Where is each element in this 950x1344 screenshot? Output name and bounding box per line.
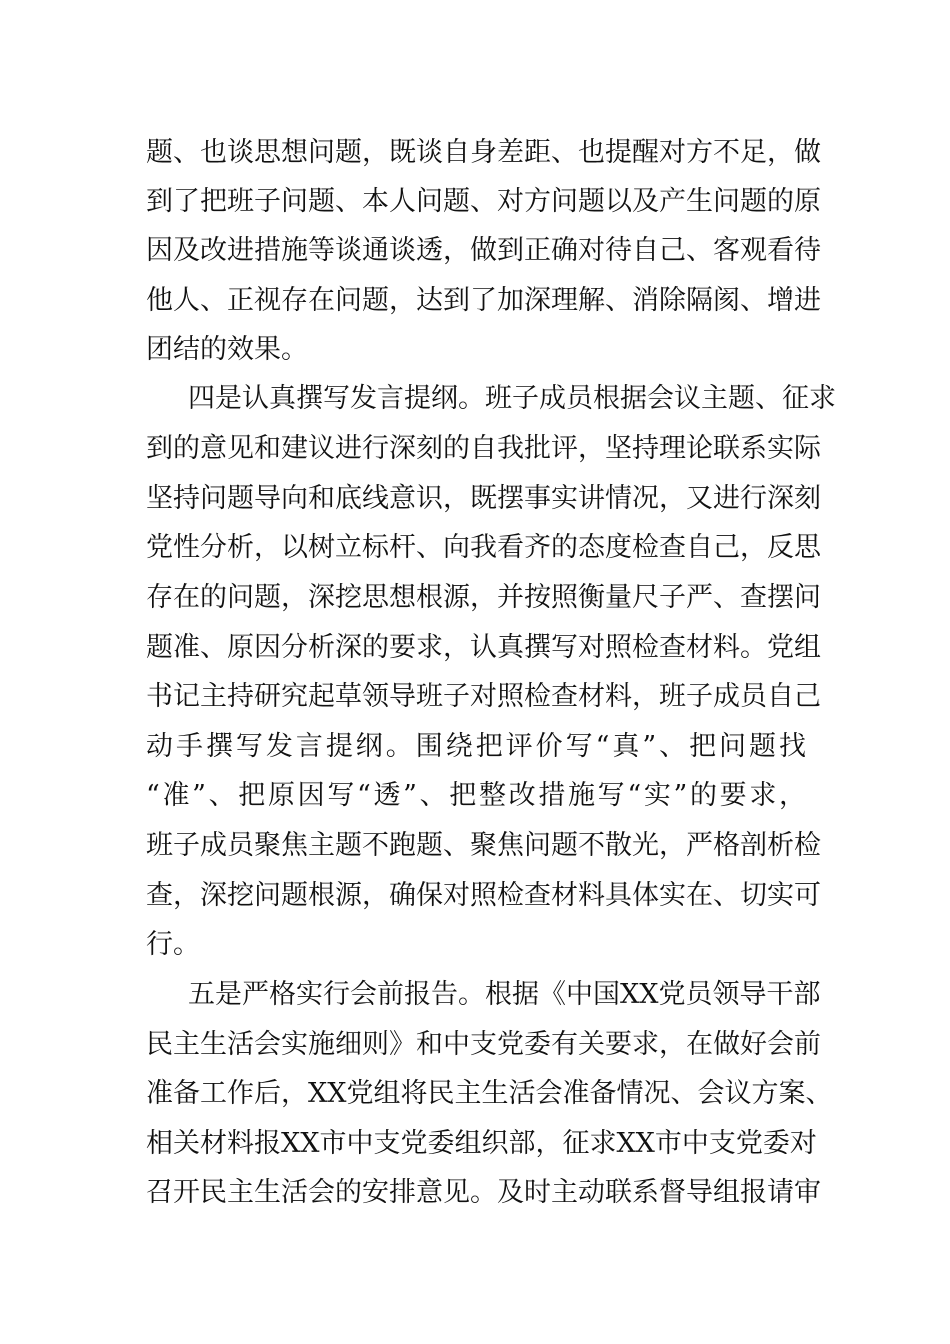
text-line: 因及改进措施等谈通谈透，做到正确对待自己、客观看待 [146, 235, 821, 266]
text-line: 相关材料报XX市中支党委组织部，征求XX市中支党委对 [146, 1128, 817, 1159]
text-line: 题准、原因分析深的要求，认真撰写对照检查材料。党组 [146, 632, 821, 663]
text-line: 题、也谈思想问题，既谈自身差距、也提醒对方不足，做 [146, 137, 821, 168]
text-line: 召开民主生活会的安排意见。及时主动联系督导组报请审 [146, 1177, 821, 1208]
text-line: 他人、正视存在问题，达到了加深理解、消除隔阂、增进 [146, 285, 821, 316]
text-line: 民主生活会实施细则》和中支党委有关要求，在做好会前 [146, 1029, 821, 1060]
text-line: 到的意见和建议进行深刻的自我批评，坚持理论联系实际 [146, 433, 821, 464]
text-line: 到了把班子问题、本人问题、对方问题以及产生问题的原 [146, 186, 821, 217]
text-line: 行。 [146, 929, 200, 960]
text-line: 准备工作后，XX党组将民主生活会准备情况、会议方案、 [146, 1078, 833, 1109]
text-line: 团结的效果。 [146, 334, 308, 365]
text-line: 坚持问题导向和底线意识，既摆事实讲情况，又进行深刻 [146, 483, 821, 514]
text-line: 查，深挖问题根源，确保对照检查材料具体实在、切实可 [146, 880, 821, 911]
paragraph-start-line: 四是认真撰写发言提纲。班子成员根据会议主题、征求 [188, 383, 836, 414]
text-line: 党性分析，以树立标杆、向我看齐的态度检查自己，反思 [146, 532, 821, 563]
text-line: 动手撰写发言提纲。围绕把评价写“真”、把问题找 [146, 731, 806, 762]
text-line: “准”、把原因写“透”、把整改措施写“实”的要求， [146, 780, 806, 811]
paragraph-start-line: 五是严格实行会前报告。根据《中国XX党员领导干部 [188, 979, 821, 1010]
text-line: 班子成员聚焦主题不跑题、聚焦问题不散光，严格剖析检 [146, 830, 821, 861]
text-line: 书记主持研究起草领导班子对照检查材料，班子成员自己 [146, 681, 821, 712]
text-line: 存在的问题，深挖思想根源，并按照衡量尺子严、查摆问 [146, 582, 821, 613]
